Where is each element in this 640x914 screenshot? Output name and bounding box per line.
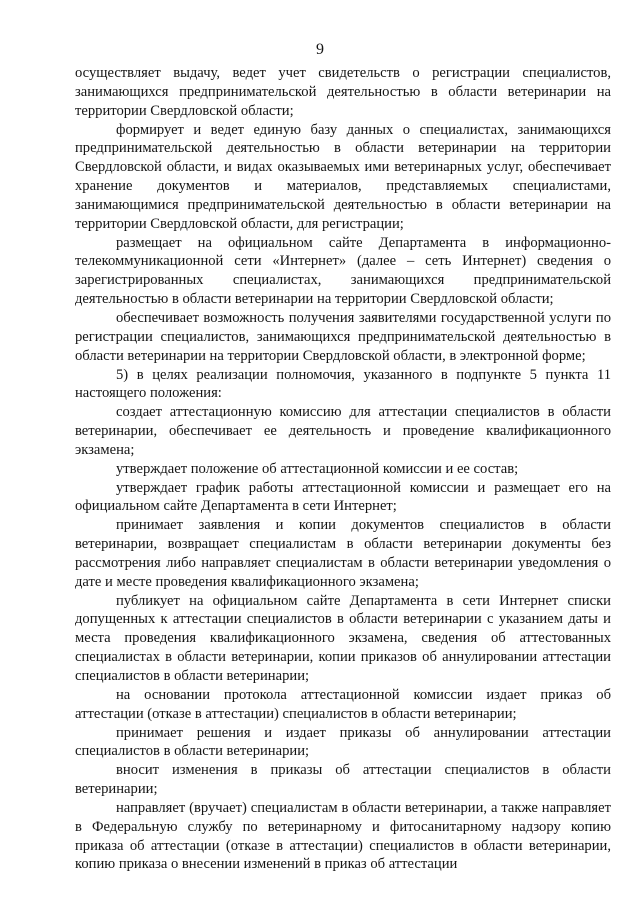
page-number: 9 xyxy=(316,41,324,58)
paragraph-1: осуществляет выдачу, ведет учет свидетельств о регистрации специалистов, занимающихся предпринимательской деятельностью в области ветеринарии на территории Свердловской области; xyxy=(75,65,611,119)
paragraph-2: формирует и ведет единую базу данных о специалистах, занимающихся предпринимательской деятельностью в области ветеринарии на территории Свердловской области, и видах оказываемых ими ветеринарных услуг, обеспечивает хранение документов и материалов, представляемых специалистами, занимающимися предпринимательской деятельностью в области ветеринарии на территории Свердловской области, для регистрации; xyxy=(75,121,611,232)
paragraph-3: размещает на официальном сайте Департамента в информационно-телекоммуникационной сети «Интернет» (далее – сеть Интернет) сведения о зарегистрированных специалистах, занимающихся предпринимательской деятельностью в области ветеринарии на территории Свердловской области; xyxy=(75,234,611,308)
paragraph-9: принимает заявления и копии документов специалистов в области ветеринарии, возвращает специалистам в области ветеринарии документы без рассмотрения либо направляет специалистам в области ветеринарии уведомления о дате и месте проведения квалификационного экзамена; xyxy=(75,517,611,590)
paragraph-14: направляет (вручает) специалистам в области ветеринарии, а также направляет в Федеральную службу по ветеринарному и фитосанитарному надзору копию приказа об аттестации (отказе в аттестации) специалистов в области ветеринарии, копию приказа о внесении изменений в приказ об аттестации xyxy=(75,799,611,873)
paragraph-8: утверждает график работы аттестационной комиссии и размещает его на официальном сайте Департамента в сети Интернет; xyxy=(75,479,611,515)
paragraph-10: публикует на официальном сайте Департамента в сети Интернет списки допущенных к аттестации специалистов в области ветеринарии с указанием даты и места проведения квалификационного экзамена, сведения об аттестованных специалистах в области ветеринарии, копии приказов об аннулировании аттестации специалистов в области ветеринарии; xyxy=(75,592,611,684)
paragraph-6: создает аттестационную комиссию для аттестации специалистов в области ветеринарии, обеспечивает ее деятельность и проведение квалификационного экзамена; xyxy=(75,404,611,458)
paragraph-12: принимает решения и издает приказы об аннулировании аттестации специалистов в области ветеринарии; xyxy=(75,724,611,760)
document-body xyxy=(75,64,611,874)
paragraph-7: утверждает положение об аттестационной комиссии и ее состав; xyxy=(116,460,519,477)
paragraph-13: вносит изменения в приказы об аттестации специалистов в области ветеринарии; xyxy=(75,762,611,798)
paragraph-11: на основании протокола аттестационной комиссии издает приказ об аттестации (отказе в аттестации) специалистов в области ветеринарии; xyxy=(75,686,611,722)
paragraph-4: обеспечивает возможность получения заявителями государственной услуги по регистрации специалистов, занимающихся предпринимательской деятельностью в области ветеринарии на территории Свердловской области, в электронной форме; xyxy=(75,309,611,364)
paragraph-5: 5) в целях реализации полномочия, указанного в подпункте 5 пункта 11 настоящего положения: xyxy=(75,366,611,402)
